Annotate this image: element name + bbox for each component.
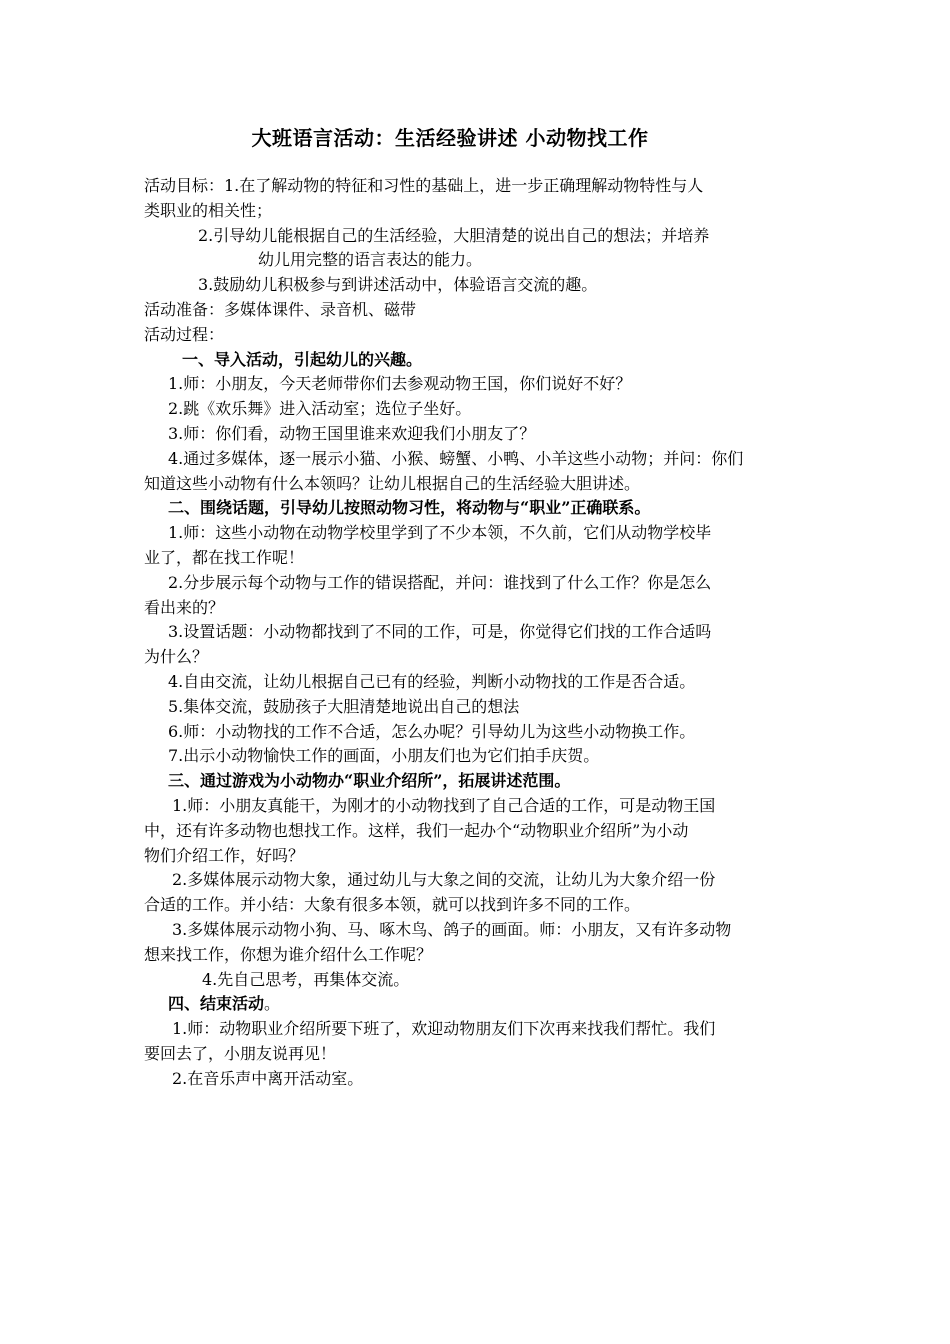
step-line: 1.师：小朋友真能干，为刚才的小动物找到了自己合适的工作，可是动物王国 bbox=[172, 795, 716, 815]
step-line: 1.师：动物职业介绍所要下班了，欢迎动物朋友们下次再来找我们帮忙。我们 bbox=[172, 1019, 716, 1039]
step-line: 2.多媒体展示动物大象，通过幼儿与大象之间的交流，让幼儿为大象介绍一份 bbox=[172, 870, 716, 890]
step-line: 5.集体交流，鼓励孩子大胆清楚地说出自己的想法 bbox=[168, 696, 520, 716]
step-line: 4.通过多媒体，逐一展示小猫、小猴、螃蟹、小鸭、小羊这些小动物；并问：你们 bbox=[168, 448, 744, 468]
document-body bbox=[144, 174, 810, 1091]
section-heading: 四、结束活动 bbox=[168, 994, 265, 1014]
step-line: 3.多媒体展示动物小狗、马、啄木鸟、鸽子的画面。师：小朋友，又有许多动物 bbox=[172, 919, 732, 939]
process-label: 活动过程： bbox=[144, 324, 225, 344]
step-line: 2.跳《欢乐舞》进入活动室；选位子坐好。 bbox=[168, 399, 472, 419]
step-line: 2.在音乐声中离开活动室。 bbox=[172, 1068, 364, 1088]
section-heading: 二、围绕话题，引导幼儿按照动物习性，将动物与“职业”正确联系。 bbox=[168, 498, 651, 518]
step-line: 4.先自己思考，再集体交流。 bbox=[202, 969, 410, 989]
step-line: 7.出示小动物愉快工作的画面，小朋友们也为它们拍手庆贺。 bbox=[168, 746, 600, 766]
step-line: 想来找工作，你想为谁介绍什么工作呢？ bbox=[144, 944, 433, 964]
step-line: 看出来的？ bbox=[144, 597, 225, 617]
step-line: 1.师：这些小动物在动物学校里学到了不少本领，不久前，它们从动物学校毕 bbox=[168, 523, 712, 543]
step-line: 要回去了，小朋友说再见！ bbox=[144, 1043, 337, 1063]
goal-line: 2.引导幼儿能根据自己的生活经验，大胆清楚的说出自己的想法；并培养 bbox=[198, 225, 710, 245]
heading-punctuation: 。 bbox=[264, 994, 281, 1014]
goal-line: 活动目标：1.在了解动物的特征和习性的基础上，进一步正确理解动物特性与人 bbox=[144, 176, 704, 195]
section-heading: 一、导入活动，引起幼儿的兴趣。 bbox=[182, 349, 423, 369]
step-line: 6.师：小动物找的工作不合适，怎么办呢？引导幼儿为这些小动物换工作。 bbox=[168, 721, 696, 741]
step-line: 2.分步展示每个动物与工作的错误搭配，并问：谁找到了什么工作？你是怎么 bbox=[168, 572, 712, 592]
step-line: 4.自由交流，让幼儿根据自己已有的经验，判断小动物找的工作是否合适。 bbox=[168, 671, 696, 691]
step-line: 业了，都在找工作呢！ bbox=[144, 547, 305, 567]
step-line: 3.设置话题：小动物都找到了不同的工作，可是，你觉得它们找的工作合适吗 bbox=[168, 622, 712, 642]
goal-line: 类职业的相关性； bbox=[144, 200, 273, 220]
step-line: 3.师：你们看，动物王国里谁来欢迎我们小朋友了？ bbox=[168, 423, 536, 443]
preparation-line: 活动准备：多媒体课件、录音机、磁带 bbox=[144, 299, 417, 319]
step-line: 中，还有许多动物也想找工作。这样，我们一起办个“动物职业介绍所”为小动 bbox=[144, 820, 689, 840]
section-heading-row bbox=[144, 992, 810, 1017]
goal-line: 3.鼓励幼儿积极参与到讲述活动中，体验语言交流的趣。 bbox=[198, 275, 598, 295]
section-heading: 三、通过游戏为小动物办“职业介绍所”，拓展讲述范围。 bbox=[168, 771, 571, 791]
document-title: 大班语言活动：生活经验讲述 小动物找工作 bbox=[251, 126, 649, 150]
step-line: 为什么？ bbox=[144, 647, 209, 667]
step-line: 知道这些小动物有什么本领吗？让幼儿根据自己的生活经验大胆讲述。 bbox=[144, 473, 641, 493]
goal-line: 幼儿用完整的语言表达的能力。 bbox=[258, 250, 483, 270]
step-line: 物们介绍工作，好吗？ bbox=[144, 845, 305, 865]
step-line: 1.师：小朋友，今天老师带你们去参观动物王国，你们说好不好？ bbox=[168, 374, 632, 394]
step-line: 合适的工作。并小结：大象有很多本领，就可以找到许多不同的工作。 bbox=[144, 895, 641, 915]
